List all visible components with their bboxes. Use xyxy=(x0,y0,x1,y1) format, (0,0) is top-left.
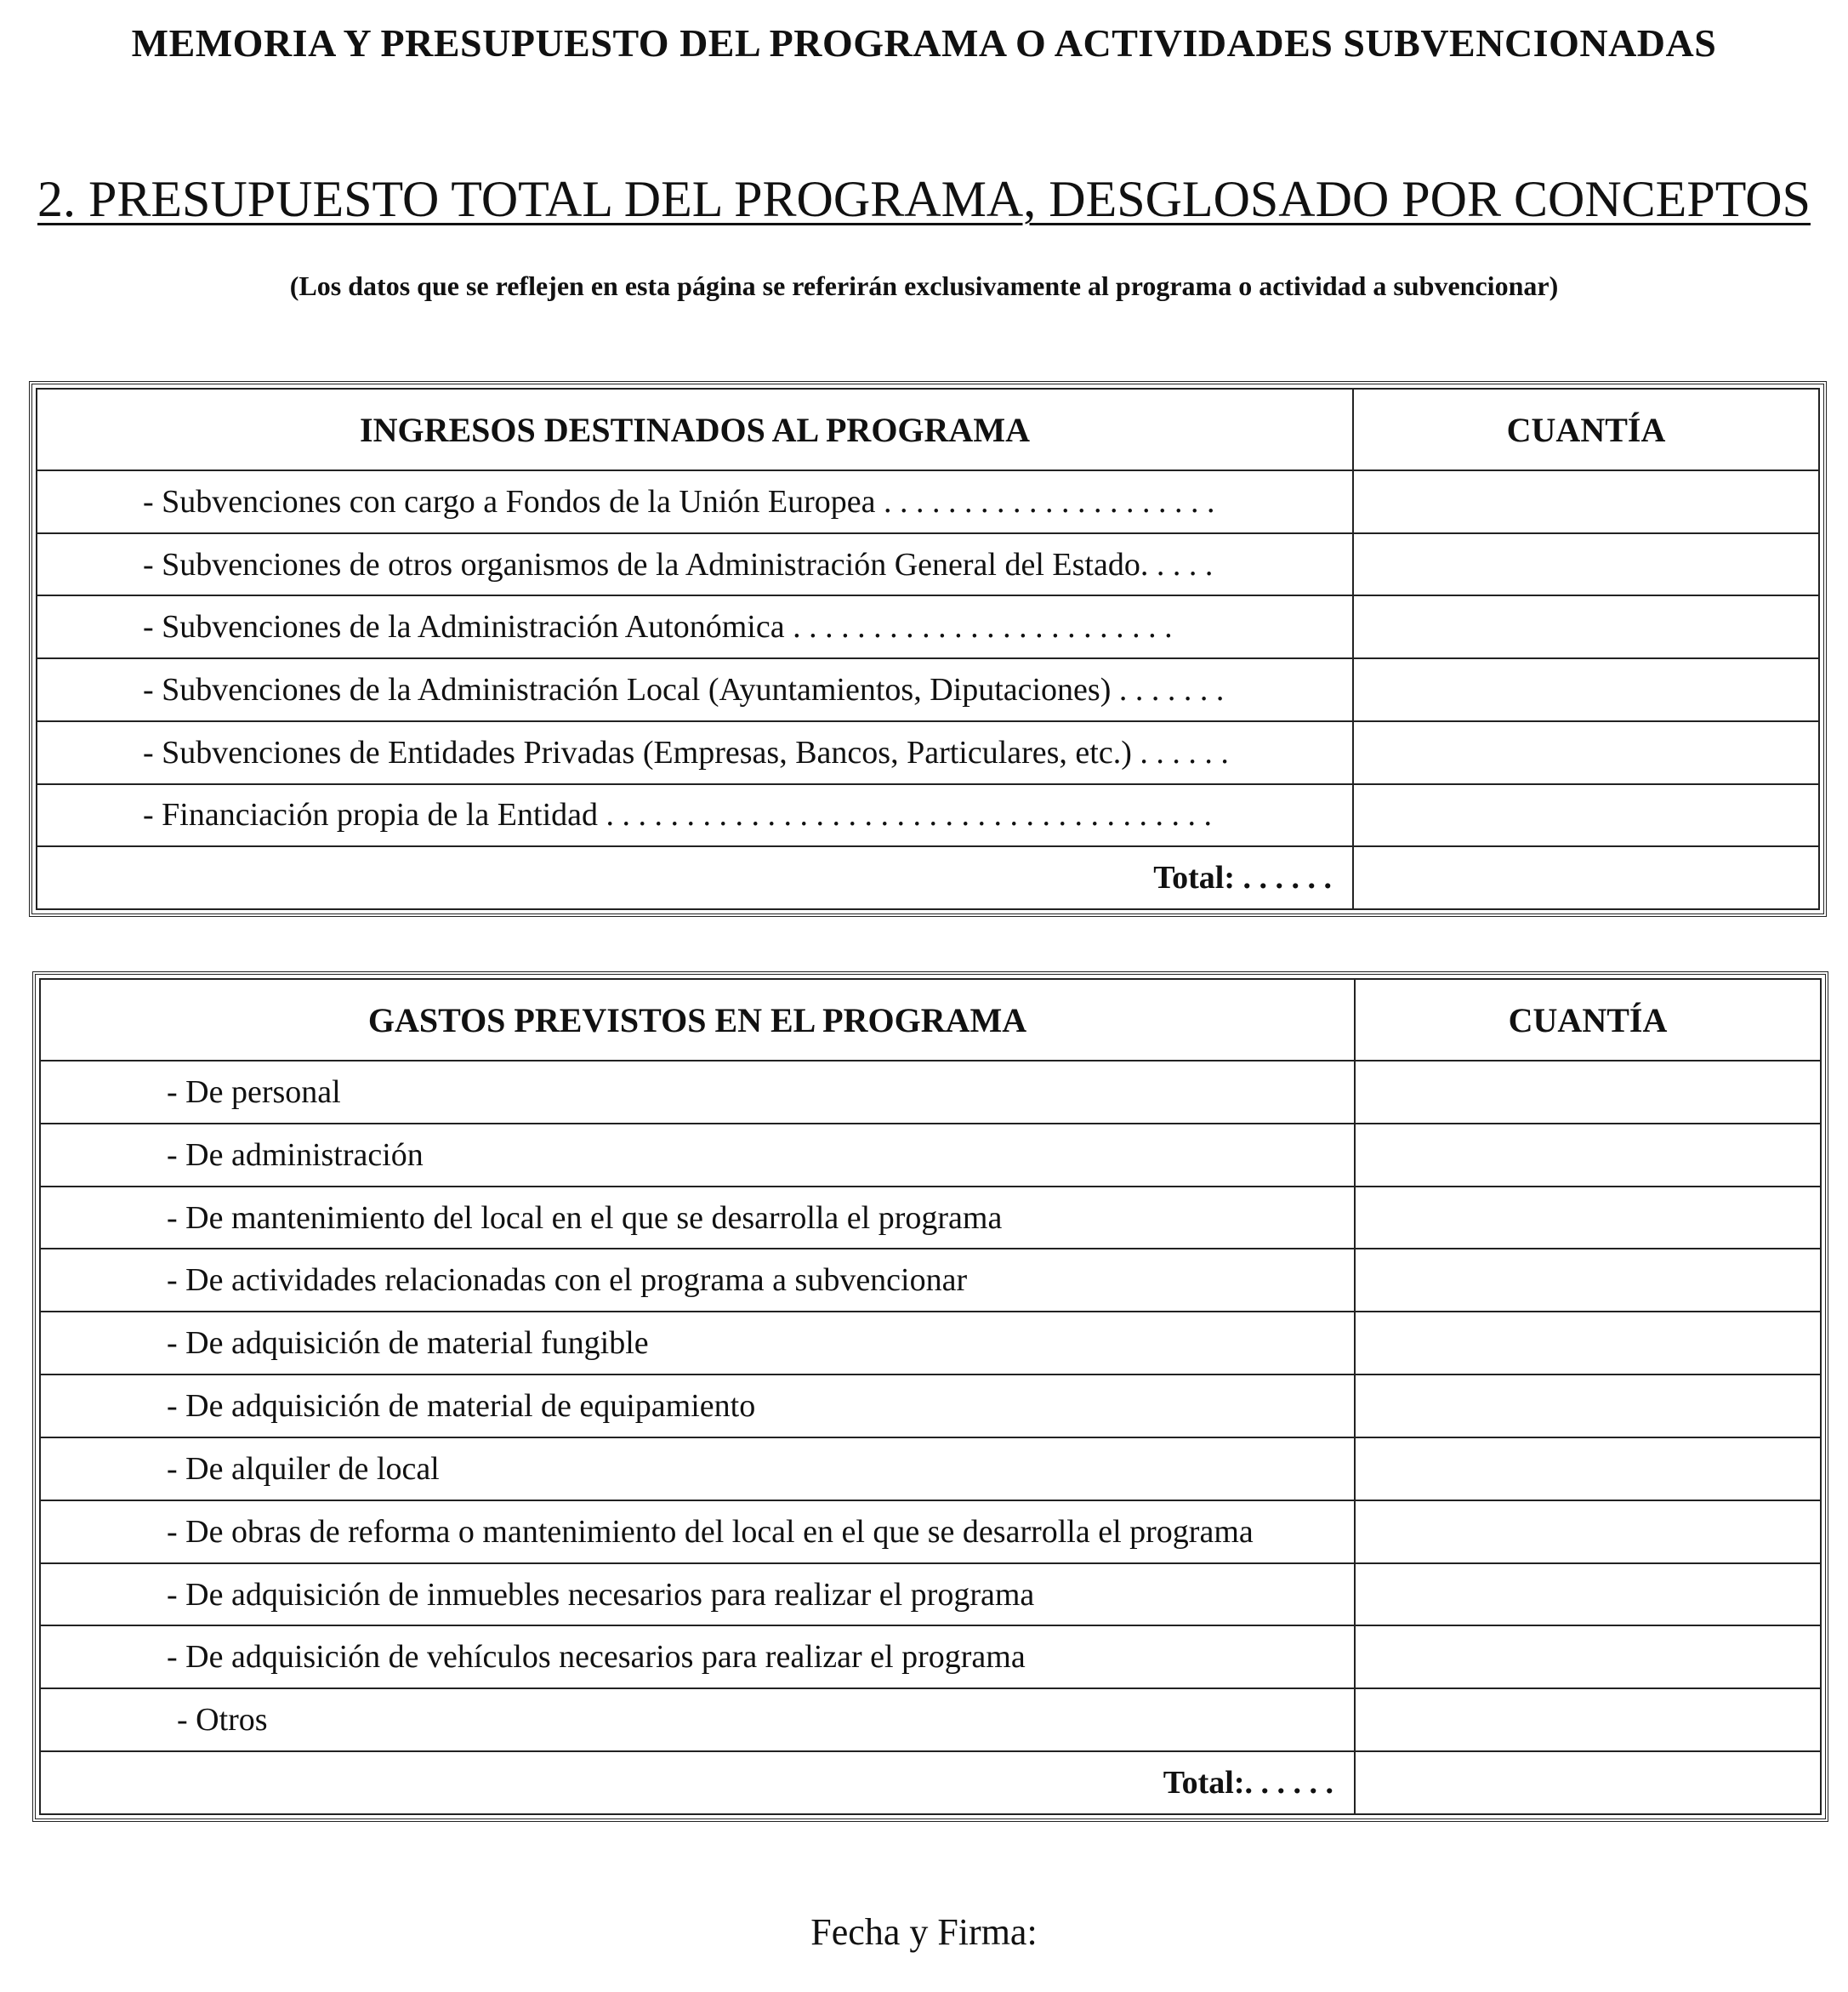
table-row xyxy=(40,1688,1821,1751)
income-table xyxy=(36,388,1820,910)
income-total-row xyxy=(37,846,1819,909)
income-amount-private-entities[interactable] xyxy=(1353,721,1819,784)
expense-item-personnel: - De personal xyxy=(40,1061,1355,1124)
expense-amount-real-estate[interactable] xyxy=(1355,1563,1821,1626)
income-table-frame xyxy=(29,381,1827,917)
income-amount-eu-funds[interactable] xyxy=(1353,470,1819,533)
table-row xyxy=(40,1374,1821,1437)
income-amount-regional-administration[interactable] xyxy=(1353,595,1819,658)
expense-heading: GASTOS PREVISTOS EN EL PROGRAMA xyxy=(40,979,1355,1061)
expense-amount-heading: CUANTÍA xyxy=(1355,979,1821,1061)
income-total-amount[interactable] xyxy=(1353,846,1819,909)
table-row xyxy=(37,595,1819,658)
table-row xyxy=(37,784,1819,847)
income-item-own-funding: - Financiación propia de la Entidad . . . . . . . . . . . . . . . . . . . . . . . . . . . . . . . . . . . . . . xyxy=(37,784,1353,847)
expense-item-premises-rental: - De alquiler de local xyxy=(40,1437,1355,1500)
table-row xyxy=(40,1500,1821,1563)
income-item-eu-funds: - Subvenciones con cargo a Fondos de la Unión Europea . . . . . . . . . . . . . . . . . . . . . xyxy=(37,470,1353,533)
income-item-state-administration: - Subvenciones de otros organismos de la Administración General del Estado. . . . . xyxy=(37,533,1353,596)
expense-item-renovation-works: - De obras de reforma o mantenimiento del local en el que se desarrolla el programa xyxy=(40,1500,1355,1563)
expense-table-frame xyxy=(32,971,1828,1822)
table-row xyxy=(40,1061,1821,1124)
instructions-note: (Los datos que se reflejen en esta página se referirán exclusivamente al programa o actividad a subvencionar) xyxy=(289,270,1559,301)
income-amount-own-funding[interactable] xyxy=(1353,784,1819,847)
table-row xyxy=(37,470,1819,533)
expense-item-consumable-material: - De adquisición de material fungible xyxy=(40,1312,1355,1374)
expense-header-row xyxy=(40,979,1821,1061)
expense-item-others: - Otros xyxy=(40,1688,1355,1751)
table-row xyxy=(37,721,1819,784)
table-row xyxy=(40,1563,1821,1626)
expense-total-amount[interactable] xyxy=(1355,1751,1821,1814)
table-row xyxy=(40,1437,1821,1500)
table-row xyxy=(40,1249,1821,1312)
table-row xyxy=(37,533,1819,596)
income-item-private-entities: - Subvenciones de Entidades Privadas (Empresas, Bancos, Particulares, etc.) . . . . . . xyxy=(37,721,1353,784)
income-amount-heading: CUANTÍA xyxy=(1353,389,1819,470)
income-amount-state-administration[interactable] xyxy=(1353,533,1819,596)
expense-total-label: Total:. . . . . . xyxy=(40,1751,1355,1814)
expense-item-administration: - De administración xyxy=(40,1124,1355,1187)
expense-item-equipment: - De adquisición de material de equipamiento xyxy=(40,1374,1355,1437)
table-row xyxy=(40,1312,1821,1374)
income-item-regional-administration: - Subvenciones de la Administración Autonómica . . . . . . . . . . . . . . . . . . . . . . . . xyxy=(37,595,1353,658)
section-title xyxy=(0,170,1848,229)
date-and-signature-label: Fecha y Firma: xyxy=(810,1911,1038,1953)
document-title: MEMORIA Y PRESUPUESTO DEL PROGRAMA O ACTIVIDADES SUBVENCIONADAS xyxy=(131,21,1717,65)
expense-amount-premises-maintenance[interactable] xyxy=(1355,1187,1821,1249)
expense-amount-premises-rental[interactable] xyxy=(1355,1437,1821,1500)
expense-amount-others[interactable] xyxy=(1355,1688,1821,1751)
section-title-text: 2. PRESUPUESTO TOTAL DEL PROGRAMA, DESGLOSADO POR CONCEPTOS xyxy=(37,171,1811,227)
expense-amount-activities[interactable] xyxy=(1355,1249,1821,1312)
expense-amount-consumable-material[interactable] xyxy=(1355,1312,1821,1374)
income-header-row xyxy=(37,389,1819,470)
table-row xyxy=(40,1187,1821,1249)
expense-amount-personnel[interactable] xyxy=(1355,1061,1821,1124)
table-row xyxy=(40,1124,1821,1187)
expense-amount-renovation-works[interactable] xyxy=(1355,1500,1821,1563)
income-total-label: Total: . . . . . . xyxy=(37,846,1353,909)
expense-total-row xyxy=(40,1751,1821,1814)
expense-item-real-estate: - De adquisición de inmuebles necesarios para realizar el programa xyxy=(40,1563,1355,1626)
expense-amount-administration[interactable] xyxy=(1355,1124,1821,1187)
expense-item-premises-maintenance: - De mantenimiento del local en el que se desarrolla el programa xyxy=(40,1187,1355,1249)
expense-item-activities: - De actividades relacionadas con el programa a subvencionar xyxy=(40,1249,1355,1312)
expense-amount-vehicles[interactable] xyxy=(1355,1625,1821,1688)
expense-table xyxy=(39,978,1822,1815)
table-row xyxy=(37,658,1819,721)
expense-amount-equipment[interactable] xyxy=(1355,1374,1821,1437)
income-amount-local-administration[interactable] xyxy=(1353,658,1819,721)
income-item-local-administration: - Subvenciones de la Administración Local (Ayuntamientos, Diputaciones) . . . . . . . xyxy=(37,658,1353,721)
expense-item-vehicles: - De adquisición de vehículos necesarios para realizar el programa xyxy=(40,1625,1355,1688)
table-row xyxy=(40,1625,1821,1688)
income-heading: INGRESOS DESTINADOS AL PROGRAMA xyxy=(37,389,1353,470)
